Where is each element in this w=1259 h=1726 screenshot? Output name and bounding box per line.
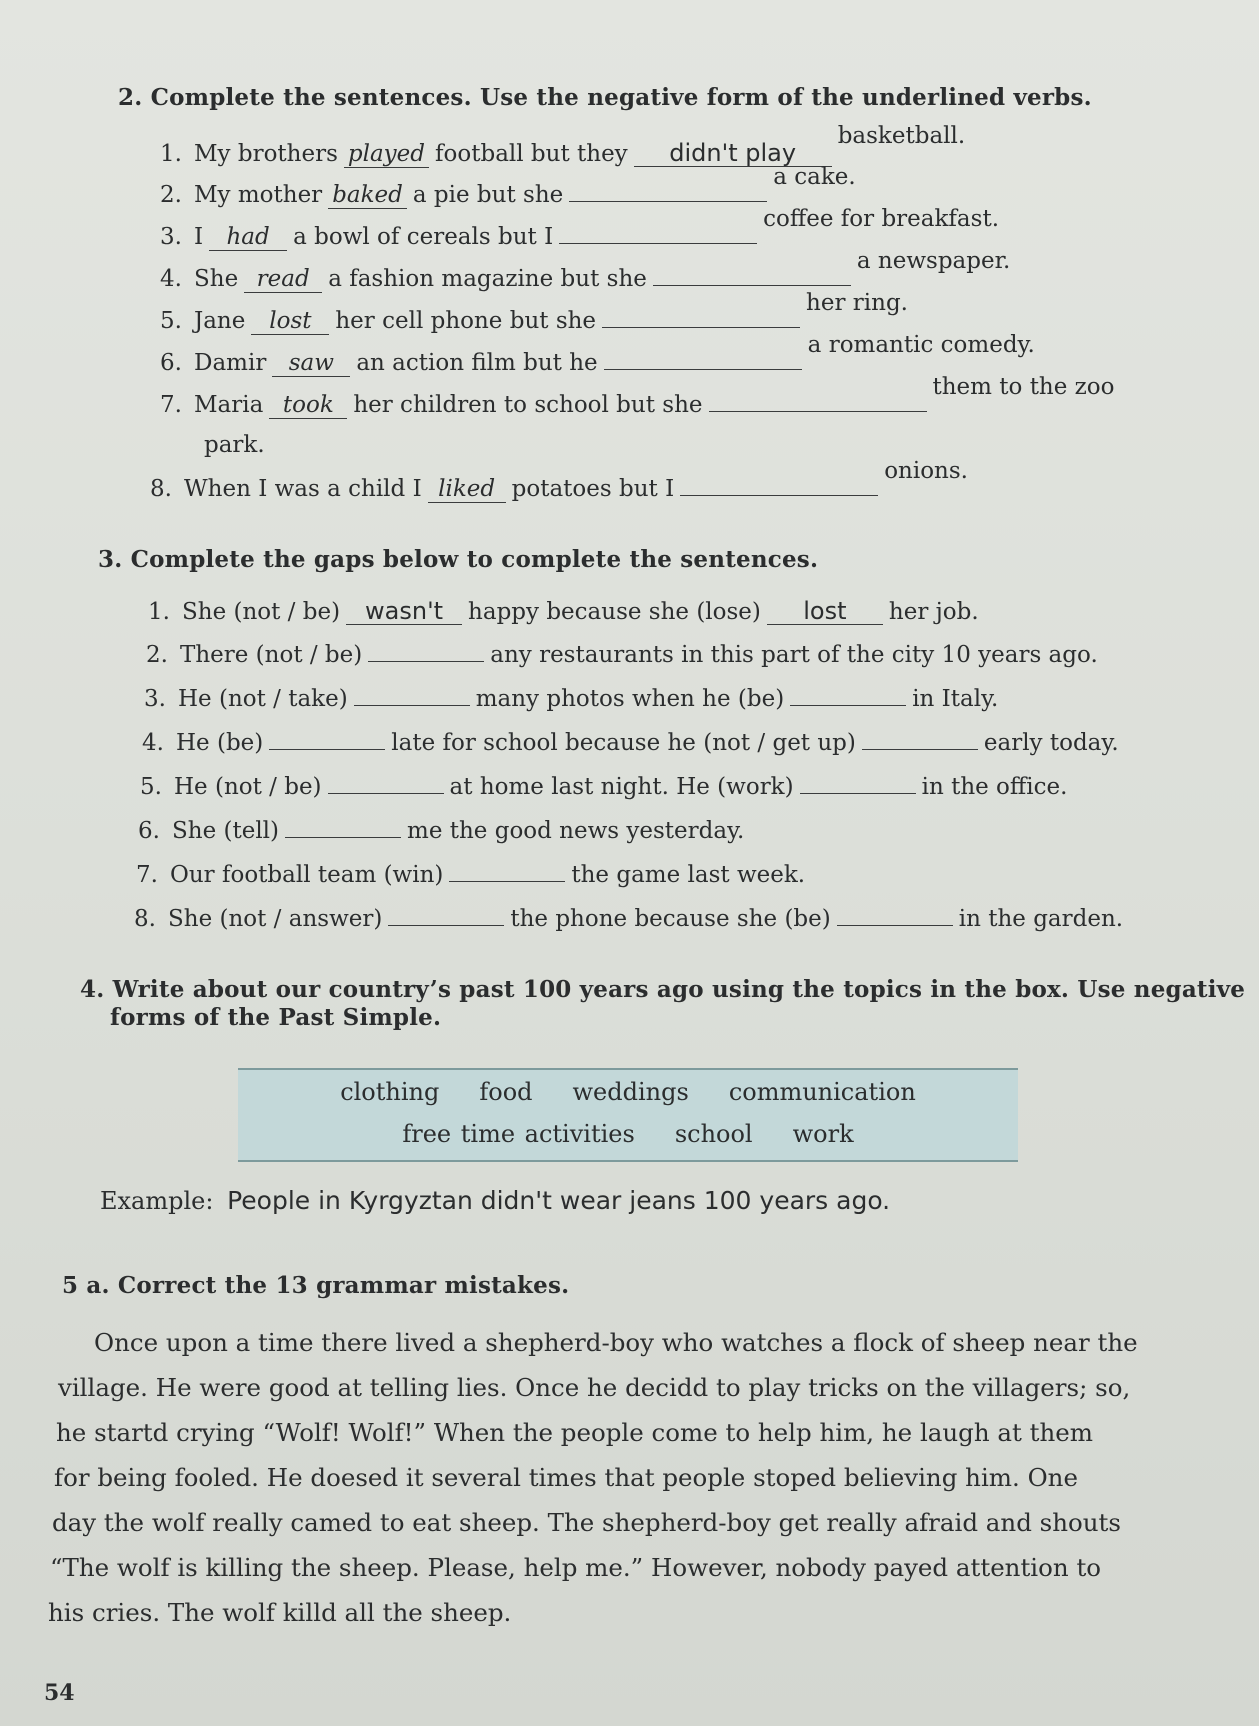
sentence-end: early today. <box>983 730 1119 756</box>
exercise-2-item <box>150 458 968 503</box>
item-number: 7. <box>160 392 182 418</box>
topics-box <box>238 1068 1018 1162</box>
sentence-middle: happy because she (lose) <box>468 599 761 625</box>
story-line: day the wolf really camed to eat sheep. The shepherd-boy get really afraid and shouts <box>52 1508 1121 1537</box>
item-number: 6. <box>138 818 160 844</box>
answer-blank[interactable] <box>604 369 802 370</box>
sentence-start: She (not / answer) <box>168 906 383 932</box>
sentence-middle: many photos when he (be) <box>475 686 785 712</box>
item-number: 6. <box>160 350 182 376</box>
item-number: 5. <box>140 774 162 800</box>
sentence-end: a cake. <box>773 164 856 190</box>
exercise-4-heading-line-1: 4. Write about our country’s past 100 years ago using the topics in the box. Use negative <box>80 976 1246 1003</box>
sentence-middle: late for school because he (not / get up) <box>391 730 856 756</box>
topic-word: weddings <box>572 1078 689 1106</box>
item-number: 7. <box>136 862 158 888</box>
story-line: for being fooled. He doesed it several times that people stoped believing him. One <box>54 1463 1078 1492</box>
gap-1[interactable] <box>449 881 565 882</box>
gap-2[interactable] <box>790 705 906 706</box>
exercise-4-heading-line-2: forms of the Past Simple. <box>110 1004 442 1031</box>
exercise-3-item <box>142 730 1119 756</box>
topic-word: work <box>792 1120 854 1148</box>
exercise-2-heading: 2. Complete the sentences. Use the negative form of the underlined verbs. <box>118 84 1092 111</box>
topic-word: clothing <box>340 1078 440 1106</box>
underlined-verb: baked <box>328 183 407 209</box>
underlined-verb: liked <box>428 477 506 503</box>
answer-blank[interactable] <box>653 285 851 286</box>
item-number: 1. <box>160 141 182 167</box>
topic-word: school <box>674 1120 753 1148</box>
sentence-middle: at home last night. He (work) <box>449 774 794 800</box>
sentence-end: a romantic comedy. <box>807 332 1035 358</box>
gap-2[interactable]: lost <box>767 598 883 625</box>
sentence-middle: the phone because she (be) <box>510 906 831 932</box>
sentence-start: My mother <box>194 182 323 208</box>
exercise-2-item <box>160 290 908 335</box>
sentence-start: When I was a child I <box>184 476 422 502</box>
topics-row-2 <box>238 1120 1018 1148</box>
sentence-start: Jane <box>194 308 246 334</box>
exercise-3-item <box>144 686 998 712</box>
sentence-start: Damir <box>194 350 267 376</box>
story-line: village. He were good at telling lies. Once he decidd to play tricks on the villagers; so, <box>58 1373 1131 1402</box>
story-line: “The wolf is killing the sheep. Please, help me.” However, nobody payed attention to <box>50 1553 1102 1582</box>
exercise-3-item <box>134 906 1123 932</box>
page-number: 54 <box>44 1680 75 1706</box>
sentence-end: a newspaper. <box>856 248 1011 274</box>
sentence-end: in Italy. <box>912 686 999 712</box>
sentence-end: onions. <box>884 458 968 484</box>
underlined-verb: took <box>269 393 347 419</box>
item-number: 4. <box>142 730 164 756</box>
gap-1[interactable] <box>388 925 504 926</box>
sentence-start: She <box>194 266 239 292</box>
gap-2[interactable] <box>800 793 916 794</box>
example <box>100 1186 890 1215</box>
sentence-end: basketball. <box>837 123 966 149</box>
sentence-start: Our football team (win) <box>170 862 444 888</box>
sentence-middle: the game last week. <box>571 862 806 888</box>
sentence-start: She (not / be) <box>182 599 341 625</box>
item-number: 8. <box>134 906 156 932</box>
exercise-2-item <box>160 332 1035 377</box>
exercise-2-item <box>160 164 856 209</box>
sentence-middle: potatoes but I <box>511 476 675 502</box>
item-number: 2. <box>146 642 168 668</box>
sentence-start: He (be) <box>176 730 264 756</box>
exercise-2-item <box>160 374 1115 419</box>
underlined-verb: lost <box>251 309 329 335</box>
sentence-end: coffee for breakfast. <box>763 206 1000 232</box>
sentence-start: She (tell) <box>172 818 280 844</box>
answer-blank[interactable] <box>680 495 878 496</box>
sentence-middle: a bowl of cereals but I <box>293 224 554 250</box>
sentence-middle: her children to school but she <box>353 392 703 418</box>
gap-1[interactable] <box>269 749 385 750</box>
sentence-end: them to the zoo <box>932 374 1115 400</box>
topic-word: food <box>479 1078 533 1106</box>
item-number: 8. <box>150 476 172 502</box>
sentence-start: My brothers <box>194 141 338 167</box>
topic-word: communication <box>728 1078 916 1106</box>
example-text: People in Kyrgyztan didn't wear jeans 100 years ago. <box>227 1186 891 1215</box>
underlined-verb: had <box>209 225 287 251</box>
exercise-3-item <box>146 642 1098 668</box>
item-number: 3. <box>160 224 182 250</box>
item-number: 4. <box>160 266 182 292</box>
sentence-end: in the garden. <box>958 906 1124 932</box>
sentence-middle: me the good news yesterday. <box>407 818 745 844</box>
underlined-verb: played <box>344 142 429 168</box>
sentence-start: I <box>194 224 204 250</box>
gap-1[interactable] <box>328 793 444 794</box>
sentence-middle: a fashion magazine but she <box>328 266 647 292</box>
gap-2[interactable] <box>862 749 978 750</box>
answer-blank[interactable] <box>559 243 757 244</box>
gap-1[interactable]: wasn't <box>346 598 462 625</box>
answer-blank[interactable]: didn't play <box>634 140 832 167</box>
exercise-3-heading: 3. Complete the gaps below to complete the sentences. <box>98 546 819 573</box>
sentence-middle: a pie but she <box>412 182 564 208</box>
answer-blank[interactable] <box>569 201 767 202</box>
gap-1[interactable] <box>285 837 401 838</box>
example-label: Example: <box>100 1187 214 1215</box>
exercise-3-item <box>148 598 979 625</box>
gap-1[interactable] <box>368 661 484 662</box>
gap-1[interactable] <box>354 705 470 706</box>
item-number: 2. <box>160 182 182 208</box>
sentence-middle: an action film but he <box>356 350 598 376</box>
sentence-start: Maria <box>194 392 264 418</box>
exercise-3-item <box>140 774 1067 800</box>
answer-blank[interactable] <box>602 327 800 328</box>
sentence-middle: any restaurants in this part of the city 10 years ago. <box>490 642 1098 668</box>
sentence-start: There (not / be) <box>180 642 363 668</box>
exercise-5-heading: 5 a. Correct the 13 grammar mistakes. <box>62 1272 570 1299</box>
gap-2[interactable] <box>837 925 953 926</box>
story-line: Once upon a time there lived a shepherd-boy who watches a flock of sheep near the <box>94 1328 1138 1357</box>
topic-word: free time activities <box>402 1120 635 1148</box>
sentence-end: in the office. <box>921 774 1068 800</box>
underlined-verb: saw <box>272 351 350 377</box>
exercise-3-item <box>138 818 744 844</box>
exercise-2-item-7-continuation: park. <box>204 432 265 458</box>
item-number: 5. <box>160 308 182 334</box>
sentence-start: He (not / take) <box>178 686 348 712</box>
underlined-verb: read <box>244 267 322 293</box>
story-line: his cries. The wolf killd all the sheep. <box>48 1598 512 1627</box>
sentence-middle: football but they <box>435 141 628 167</box>
item-number: 1. <box>148 599 170 625</box>
exercise-3-item <box>136 862 805 888</box>
topics-row-1 <box>238 1078 1018 1106</box>
story-line: he startd crying “Wolf! Wolf!” When the people come to help him, he laugh at them <box>56 1418 1094 1447</box>
item-number: 3. <box>144 686 166 712</box>
sentence-end: her job. <box>888 599 979 625</box>
answer-blank[interactable] <box>709 411 927 412</box>
sentence-start: He (not / be) <box>174 774 322 800</box>
sentence-middle: her cell phone but she <box>335 308 597 334</box>
sentence-end: her ring. <box>806 290 908 316</box>
